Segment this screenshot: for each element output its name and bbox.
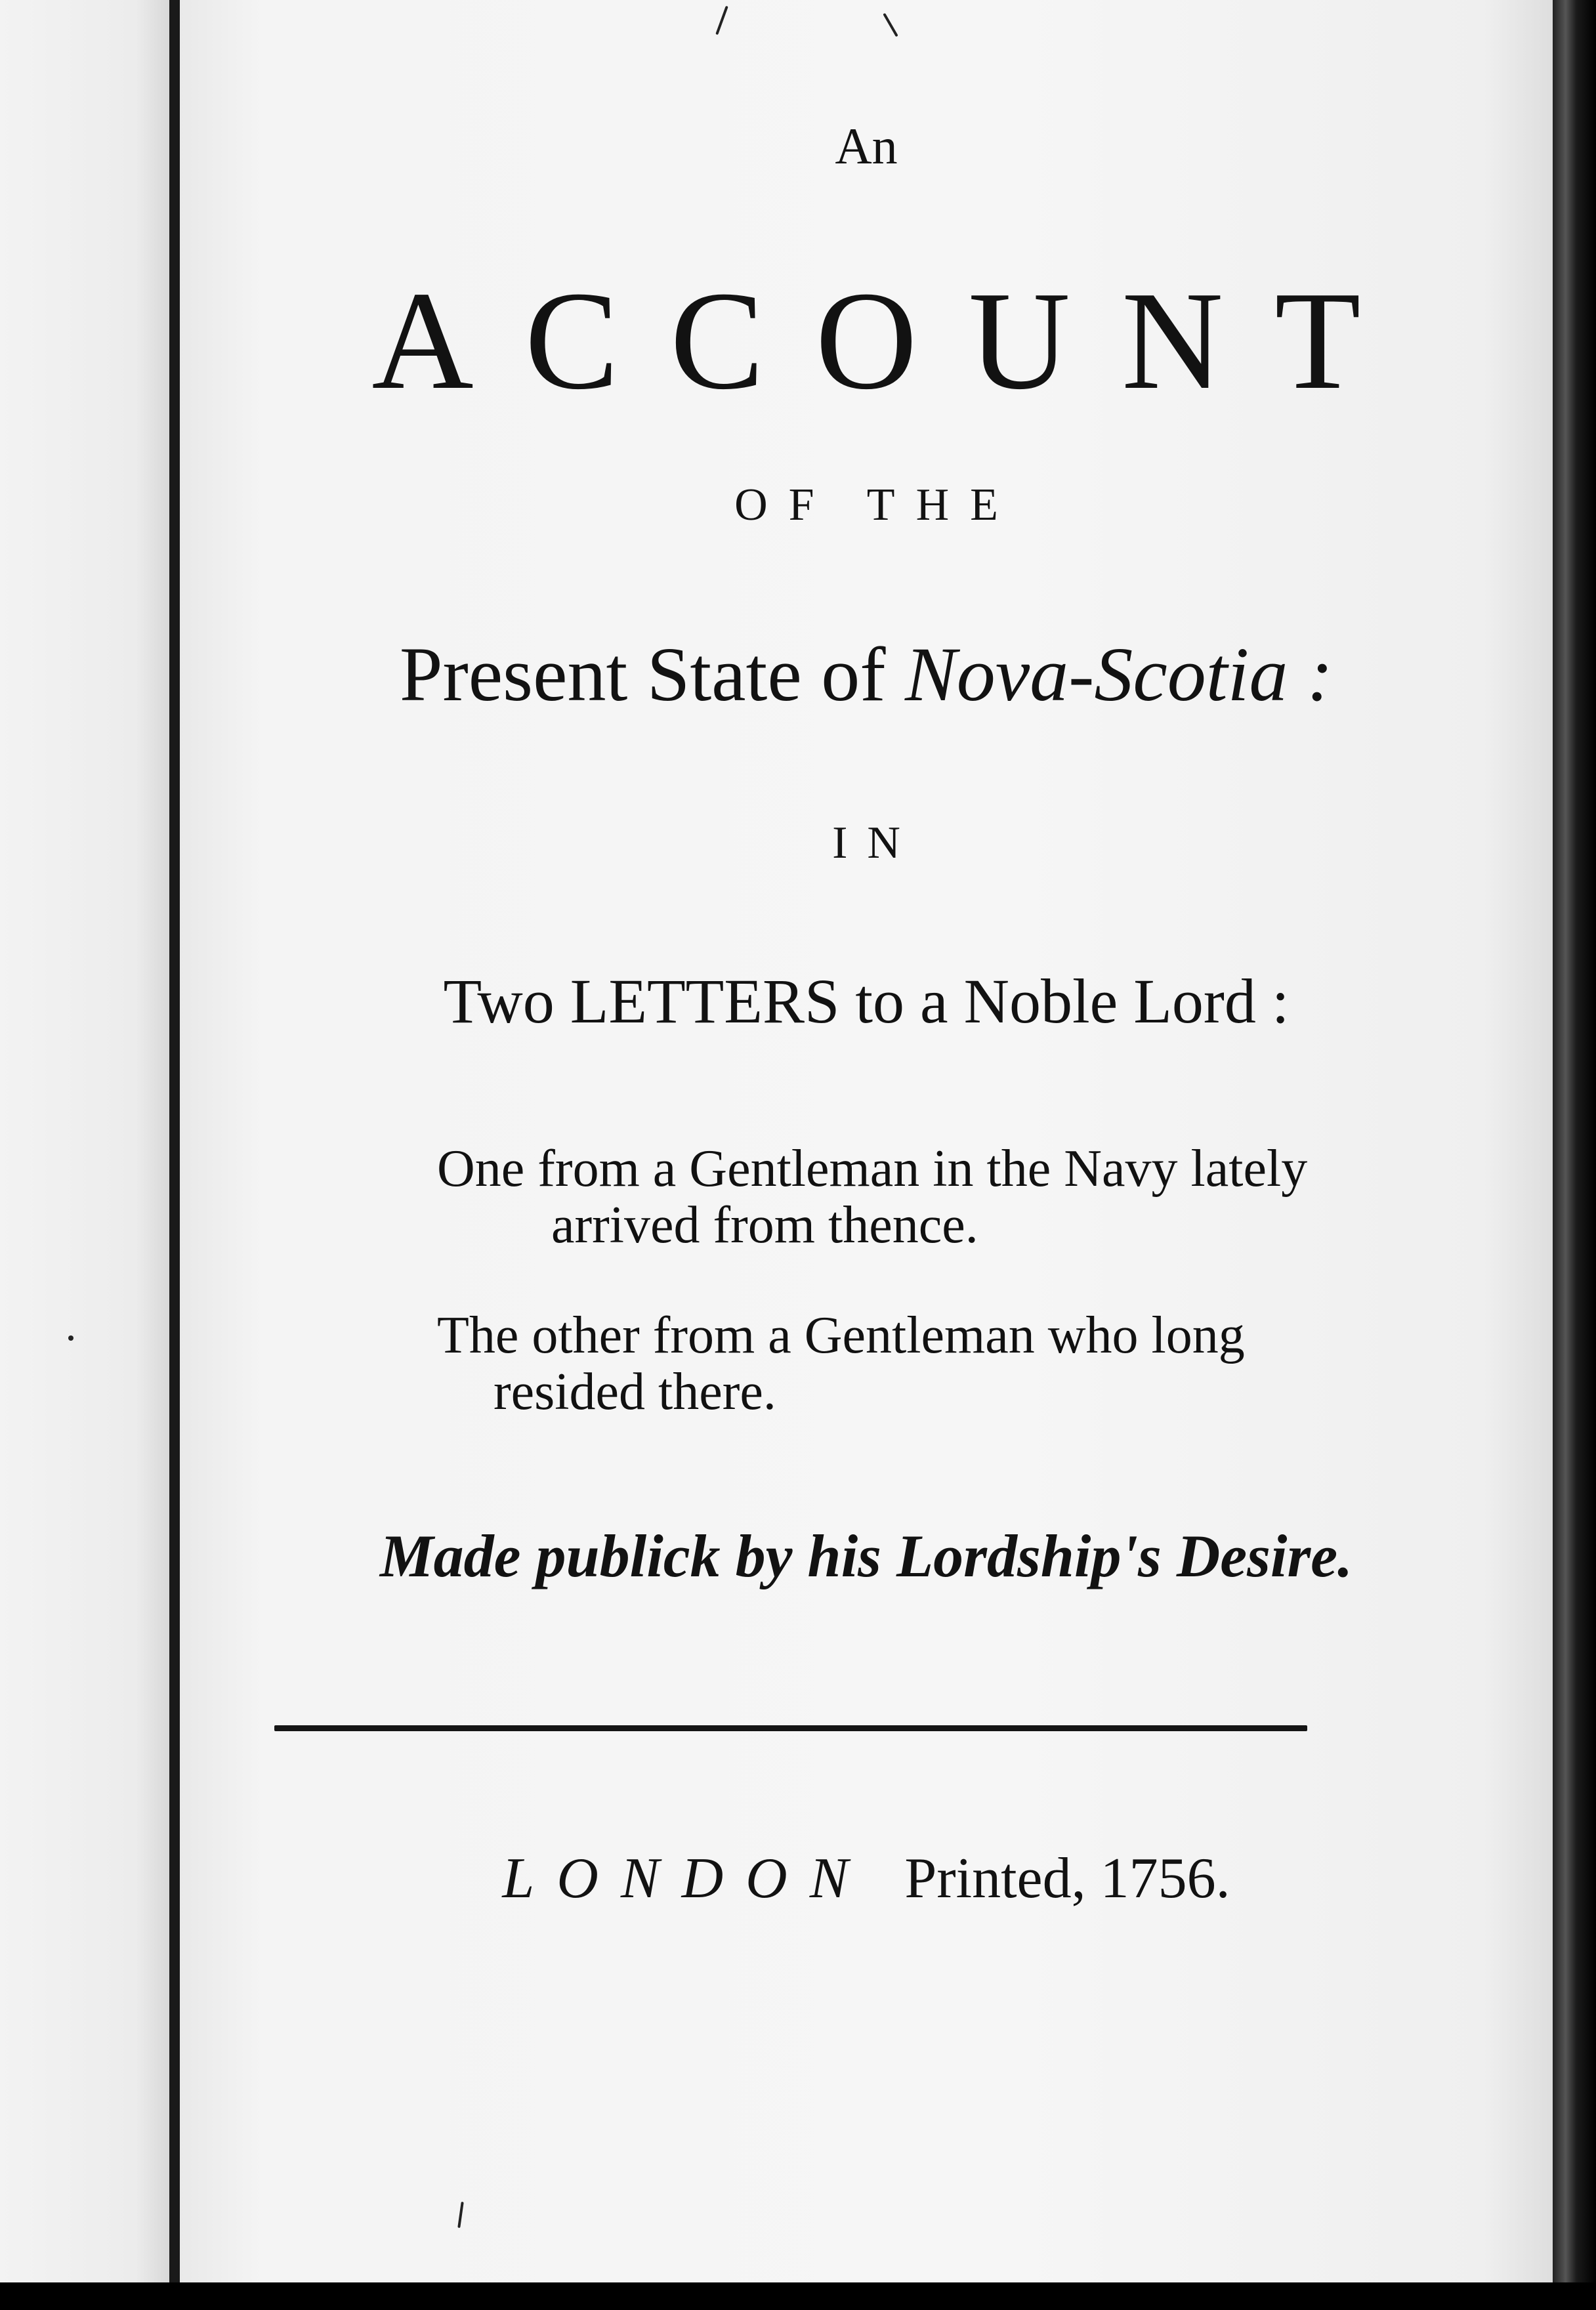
page-edge-right <box>1553 0 1596 2310</box>
made-publick-line: Made publick by his Lordship's Desire. <box>379 1522 1353 1589</box>
letter-two-continuation: resided there. <box>494 1363 776 1421</box>
title-colon: : <box>1288 631 1334 717</box>
horizontal-rule <box>274 1725 1307 1731</box>
scan-bottom-border <box>0 2282 1596 2310</box>
letter-one-continuation: arrived from thence. <box>551 1196 978 1254</box>
facing-page-edge <box>0 0 169 2284</box>
imprint-city: LONDON <box>502 1847 871 1910</box>
title-two-letters: Two LETTERS to a Noble Lord : <box>443 966 1290 1036</box>
place-name: Nova-Scotia <box>905 631 1288 717</box>
title-present-state <box>180 630 1553 719</box>
ink-speck <box>68 1335 74 1341</box>
title-an: An <box>835 117 898 175</box>
letter-two-first-line: The other from a Gentleman who long <box>437 1307 1245 1364</box>
book-gutter <box>169 0 180 2310</box>
title-page <box>180 0 1553 2282</box>
title-account: ACCOUNT <box>371 262 1412 419</box>
imprint-date: Printed, 1756. <box>904 1847 1230 1910</box>
imprint <box>180 1845 1553 1912</box>
title-in: IN <box>832 818 920 868</box>
present-state-text: Present State of <box>399 631 886 717</box>
letter-two-description <box>437 1307 1490 1420</box>
letter-one-first-line: One from a Gentleman in the Navy lately <box>437 1140 1308 1198</box>
title-of-the: OF THE <box>734 480 1019 530</box>
letter-one-description <box>437 1141 1490 1253</box>
